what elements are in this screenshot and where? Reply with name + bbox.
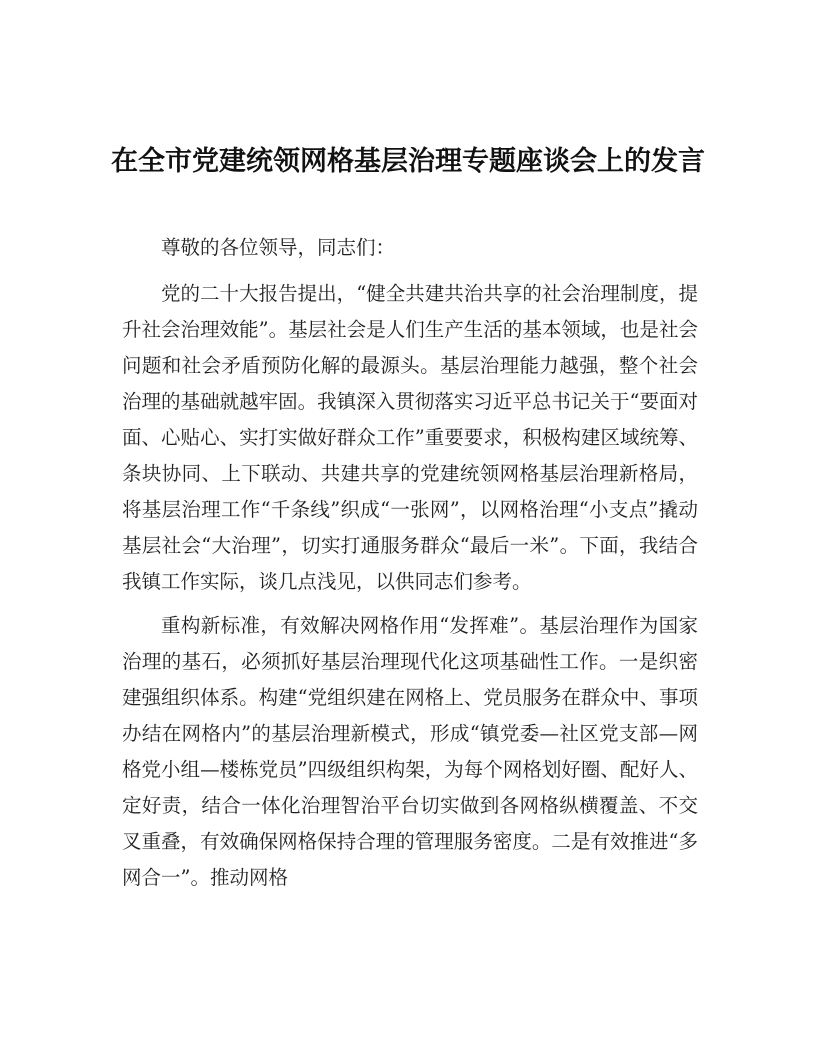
paragraph-intro: 党的二十大报告提出，“健全共建共治共享的社会治理制度，提升社会治理效能”。基层社会是人们生产生活的基本领域，也是社会问题和社会矛盾预防化解的最源头。基层治理能力越强，整个社会治理的基础就越牢固。我镇深入贯彻落实习近平总书记关于“要面对面、心贴心、实打实做好群众工作”重要要求，积极构建区域统筹、条块协同、上下联动、共建共享的党建统领网格基层治理新格局，将基层治理工作“千条线”织成“一张网”，以网格治理“小支点”撬动基层社会“大治理”，切实打通服务群众“最后一米”。下面，我结合我镇工作实际，谈几点浅见，以供同志们参考。 (122, 282, 698, 593)
salutation: 尊敬的各位领导，同志们： (161, 236, 396, 259)
paragraph-restructure: 重构新标准，有效解决网格作用“发挥难”。基层治理作为国家治理的基石，必须抓好基层治理现代化这项基础性工作。一是织密建强组织体系。构建“党组织建在网格上、党员服务在群众中、事项办结在网格内”的基层治理新模式，形成“镇党委—社区党支部—网格党小组—楼栋党员”四级组织构架，为每个网格划好圈、配好人、定好责，结合一体化治理智治平台切实做到各网格纵横覆盖、不交叉重叠，有效确保网格保持合理的管理服务密度。二是有效推进“多网合一”。推动网格 (122, 614, 698, 889)
document-body (122, 230, 698, 904)
document-title: 在全市党建统领网格基层治理专题座谈会上的发言 (111, 146, 705, 177)
